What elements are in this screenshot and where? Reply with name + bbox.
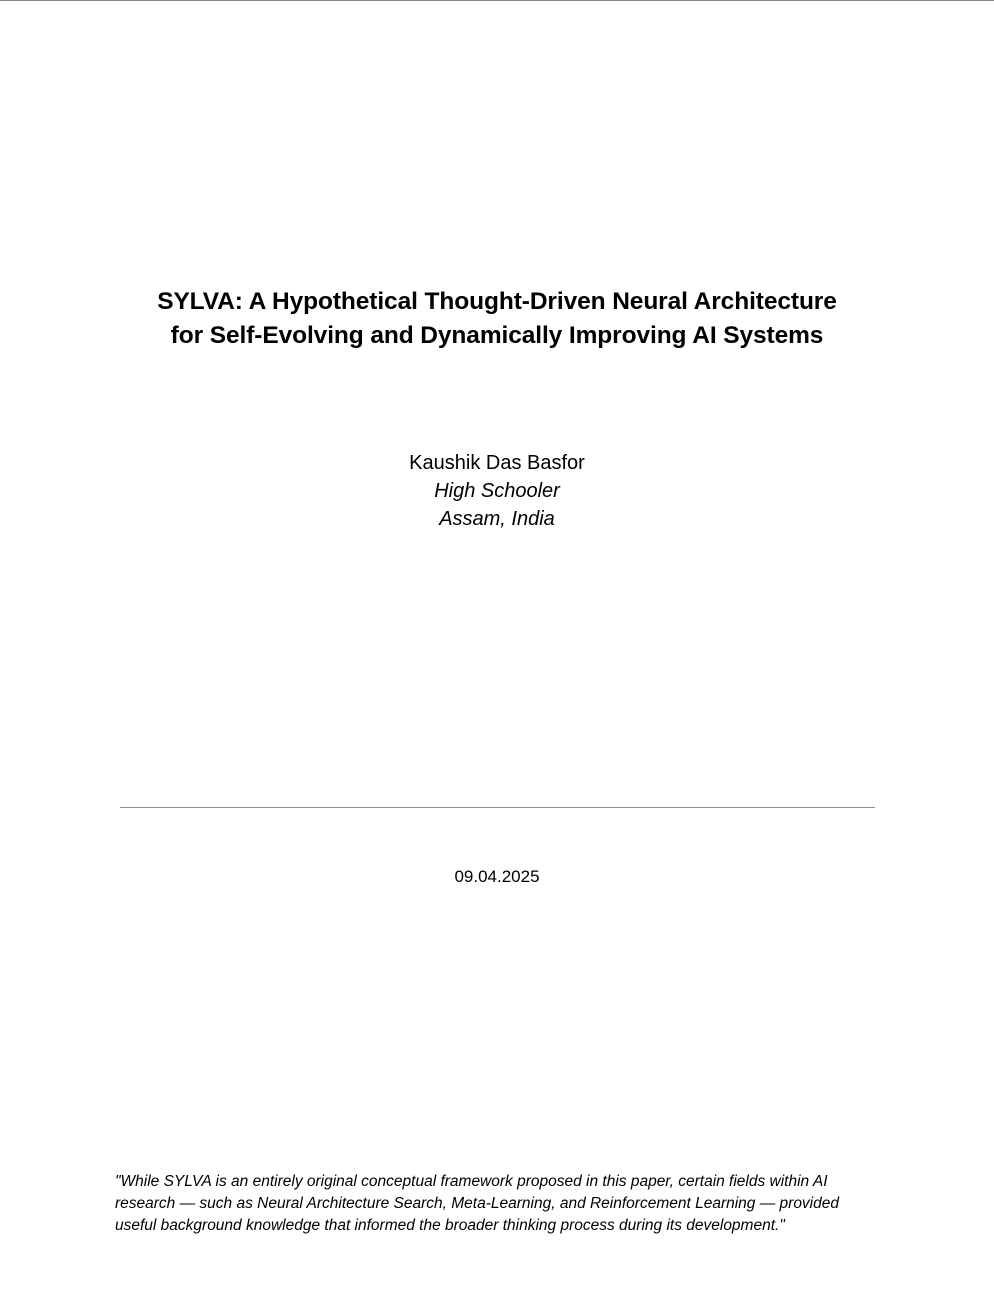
author-name: Kaushik Das Basfor [409,452,585,474]
paper-title [60,285,934,353]
acknowledgement-note [115,1171,890,1237]
paper-date: 09.04.2025 [454,867,540,886]
note-line-1: "While SYLVA is an entirely original conceptual framework proposed in this paper, certain fields within AI [115,1173,828,1190]
author-role: High Schooler [434,480,560,502]
note-line-2: research — such as Neural Architecture Search, Meta-Learning, and Reinforcement Learning — provided [115,1195,839,1212]
title-line-1: SYLVA: A Hypothetical Thought-Driven Neural Architecture [157,288,837,315]
author-block [0,449,994,533]
note-line-3: useful background knowledge that informed the broader thinking process during its development." [115,1217,785,1234]
horizontal-divider [120,807,875,808]
title-line-2: for Self-Evolving and Dynamically Improving AI Systems [170,322,824,349]
author-location: Assam, India [439,508,555,530]
